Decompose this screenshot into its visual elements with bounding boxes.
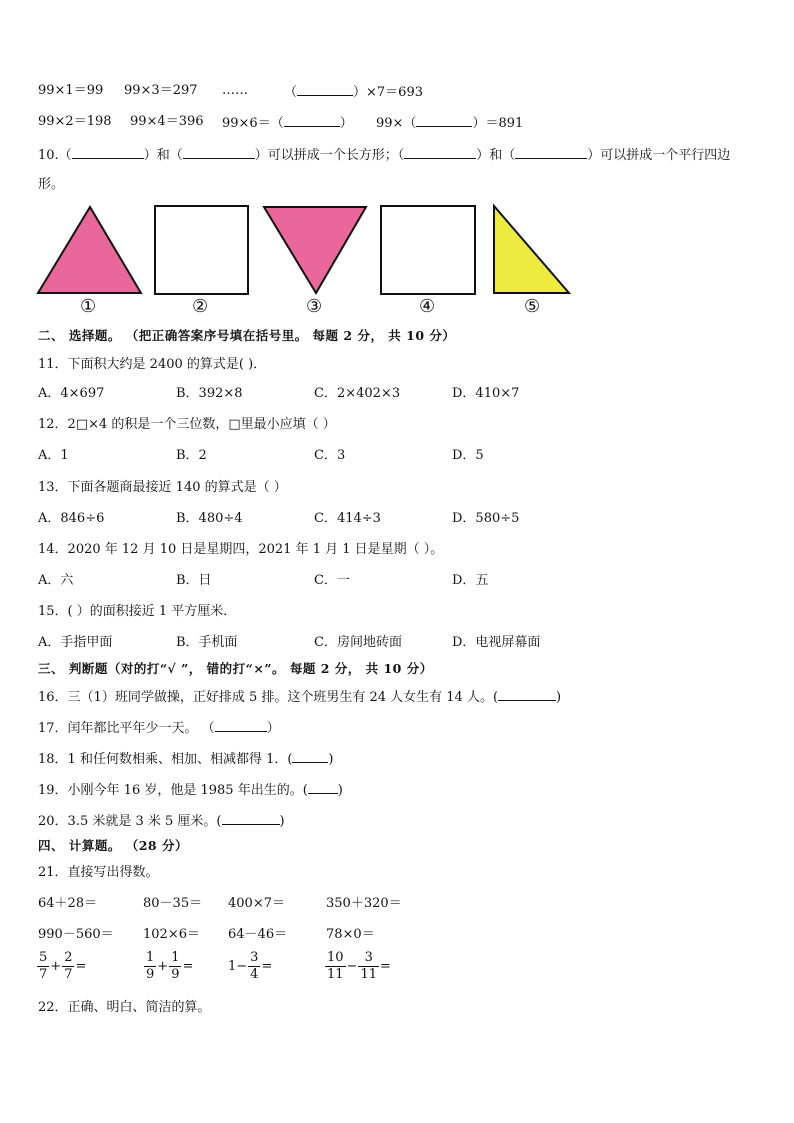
- answer-blank[interactable]: [297, 82, 353, 96]
- section-2-heading: 二、 选择题。 （把正确答案序号填在括号里。 每题 2 分， 共 10 分）: [38, 328, 456, 343]
- calc-1-2: 80－35＝: [143, 896, 203, 911]
- q14-option-a[interactable]: A．六: [38, 573, 74, 588]
- q11-option-a[interactable]: A．4×697: [38, 386, 105, 401]
- answer-blank[interactable]: [72, 145, 144, 159]
- question-18: 18．1 和任何数相乘、相加、相减都得 1．( ): [38, 749, 334, 769]
- calc-2-1: 990－560＝: [38, 927, 114, 942]
- fraction: $\frac{3}{4}$: [250, 950, 259, 982]
- pattern-row-1: [38, 82, 103, 100]
- question-16: 16．三（1）班同学做操，正好排成 5 排。这个班男生有 24 人女生有 14 人。( ): [38, 687, 561, 707]
- question-15: 15．( ）的面积接近 1 平方厘米．: [38, 604, 237, 619]
- q13-option-b[interactable]: B．480÷4: [176, 511, 243, 526]
- expr-99x3: 99×3＝297: [124, 83, 198, 98]
- fraction-expr-1: $\frac{5}{7}$ + $\frac{2}{7}$ =: [39, 950, 87, 982]
- shape-3-pink-inverted-triangle: [264, 207, 366, 293]
- shapes-figure: [0, 200, 794, 300]
- calc-2-3: 64－46＝: [228, 927, 288, 942]
- expr-99x-blank: 99×（ ）＝891: [376, 113, 523, 133]
- calc-1-3: 400×7＝: [228, 896, 285, 911]
- q11-option-d[interactable]: D．410×7: [452, 386, 520, 401]
- calc-2-4: 78×0＝: [326, 927, 375, 942]
- answer-blank[interactable]: [292, 749, 328, 763]
- q12-option-c[interactable]: C．3: [314, 448, 346, 463]
- shape-label-4: ④: [419, 296, 436, 317]
- q11-option-b[interactable]: B．392×8: [176, 386, 243, 401]
- q14-option-b[interactable]: B．日: [176, 573, 212, 588]
- q13-option-d[interactable]: D．580÷5: [452, 511, 520, 526]
- answer-blank[interactable]: [284, 113, 340, 127]
- expr-99x2: 99×2＝198: [38, 114, 112, 129]
- shape-label-2: ②: [192, 296, 209, 317]
- q14-option-c[interactable]: C．一: [314, 573, 350, 588]
- question-10-continued: 形。: [38, 177, 65, 192]
- question-22: 22．正确、明白、简洁的算。: [38, 1000, 211, 1015]
- answer-blank[interactable]: [183, 145, 255, 159]
- calc-1-1: 64＋28＝: [38, 896, 98, 911]
- fraction-expr-4: $\frac{10}{11}$ − $\frac{3}{11}$ =: [327, 950, 391, 982]
- section-3-heading: 三、 判断题（对的打“√ ”， 错的打“×”。 每题 2 分， 共 10 分）: [38, 661, 433, 676]
- question-21: 21．直接写出得数。: [38, 865, 159, 880]
- question-10: 10.（ ）和（ ）可以拼成一个长方形；（ ）和（ ）可以拼成一个平行四边: [38, 145, 730, 165]
- question-17: 17．闰年都比平年少一天。 （ ）: [38, 718, 280, 738]
- q11-option-c[interactable]: C．2×402×3: [314, 386, 401, 401]
- q15-option-b[interactable]: B．手机面: [176, 635, 238, 650]
- shape-label-1: ①: [80, 296, 97, 317]
- expr-99x1: 99×1＝99: [38, 83, 104, 98]
- fraction: $\frac{2}{7}$: [64, 950, 73, 982]
- fraction: $\frac{1}{9}$: [171, 950, 180, 982]
- q12-option-a[interactable]: A．1: [38, 448, 69, 463]
- fraction: $\frac{1}{9}$: [146, 950, 155, 982]
- shape-label-3: ③: [306, 296, 323, 317]
- q15-option-c[interactable]: C．房间地砖面: [314, 635, 402, 650]
- q15-option-d[interactable]: D．电视屏幕面: [452, 635, 541, 650]
- answer-blank[interactable]: [215, 718, 267, 732]
- q15-option-a[interactable]: A．手指甲面: [38, 635, 113, 650]
- question-11: 11．下面积大约是 2400 的算式是( )．: [38, 357, 267, 372]
- answer-blank[interactable]: [308, 780, 338, 794]
- q13-option-c[interactable]: C．414÷3: [314, 511, 381, 526]
- fraction: $\frac{3}{11}$: [360, 950, 377, 982]
- expr-99x4: 99×4＝396: [130, 114, 204, 129]
- answer-blank[interactable]: [515, 145, 587, 159]
- calc-1-4: 350＋320＝: [326, 896, 402, 911]
- shape-1-pink-triangle: [38, 207, 141, 293]
- fraction-expr-3: 1− $\frac{3}{4}$ =: [228, 950, 273, 982]
- question-14: 14．2020 年 12 月 10 日是星期四，2021 年 1 月 1 日是星期（ ）。: [38, 542, 444, 557]
- q12-option-b[interactable]: B．2: [176, 448, 207, 463]
- expr-blank-x7: （ ）×7＝693: [284, 82, 423, 102]
- section-4-heading: 四、 计算题。 （28 分）: [38, 838, 188, 853]
- fraction-expr-2: $\frac{1}{9}$ + $\frac{1}{9}$ =: [146, 950, 194, 982]
- q14-option-d[interactable]: D．五: [452, 573, 489, 588]
- shape-2-square: [155, 206, 248, 294]
- q13-option-a[interactable]: A．846÷6: [38, 511, 105, 526]
- answer-blank[interactable]: [416, 113, 472, 127]
- question-19: 19．小刚今年 16 岁，他是 1985 年出生的。( ): [38, 780, 343, 800]
- q12-option-d[interactable]: D．5: [452, 448, 484, 463]
- expr-99x6: 99×6＝（ ）: [222, 113, 353, 133]
- calc-2-2: 102×6＝: [143, 927, 200, 942]
- shape-5-yellow-right-triangle: [494, 206, 569, 293]
- shape-4-square: [381, 206, 475, 294]
- fraction: $\frac{5}{7}$: [39, 950, 48, 982]
- fraction: $\frac{10}{11}$: [327, 950, 344, 982]
- answer-blank[interactable]: [222, 811, 280, 825]
- question-20: 20．3.5 米就是 3 米 5 厘米。( ): [38, 811, 285, 831]
- shape-label-5: ⑤: [524, 296, 541, 317]
- question-13: 13．下面各题商最接近 140 的算式是（ ）: [38, 480, 287, 495]
- ellipsis: ……: [222, 83, 248, 98]
- question-12: 12．2□×4 的积是一个三位数，□里最小应填（ ）: [38, 417, 336, 432]
- answer-blank[interactable]: [498, 687, 556, 701]
- answer-blank[interactable]: [404, 145, 476, 159]
